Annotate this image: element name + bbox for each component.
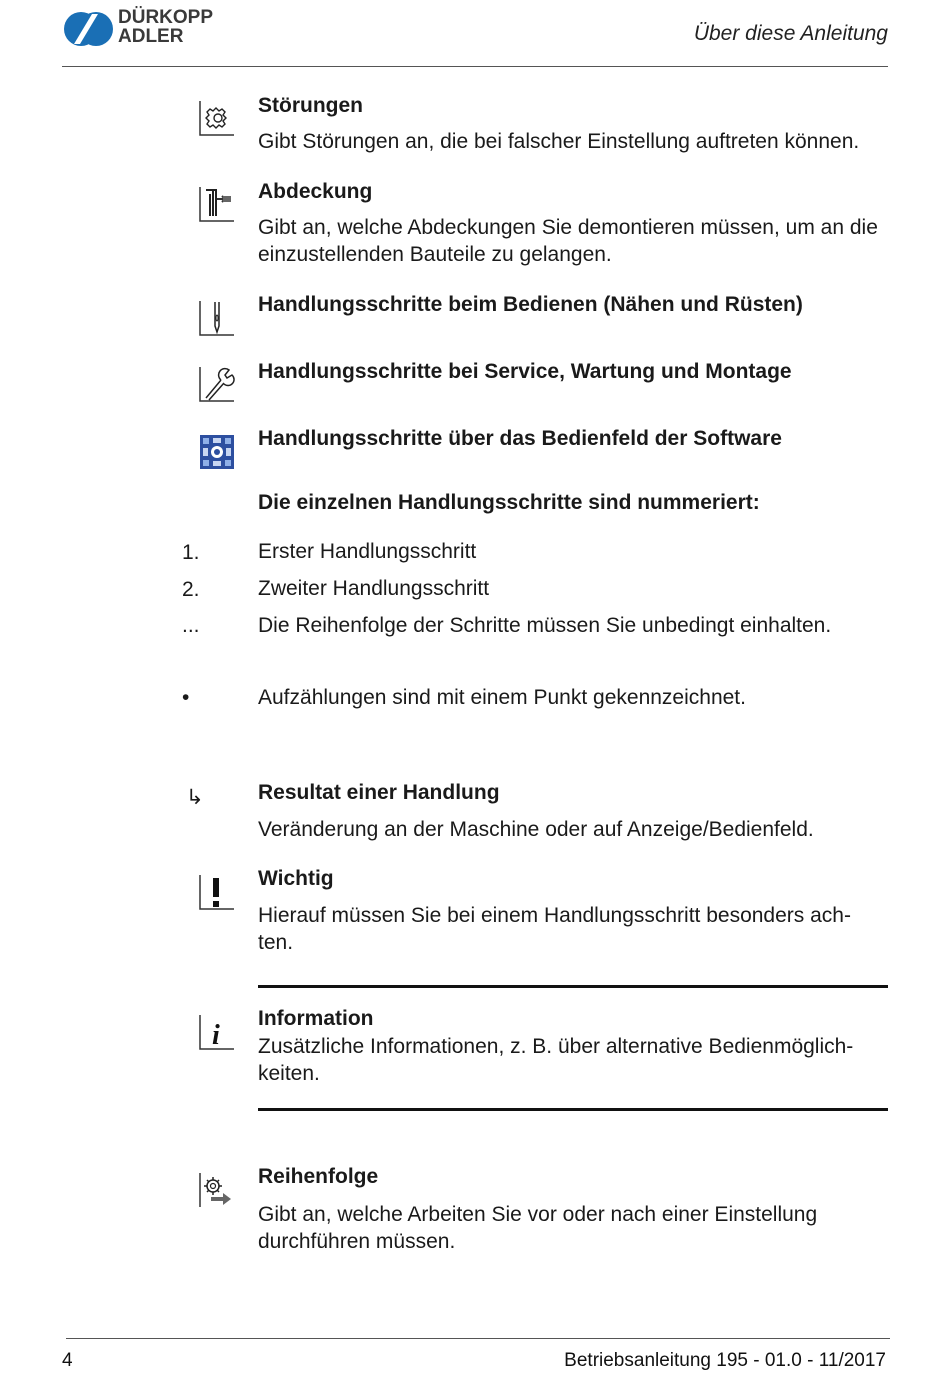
reihenfolge-text: Gibt an, welche Arbeiten Sie vor oder nach einer Einstellung durchführen müssen.	[258, 1203, 818, 1253]
result-arrow-icon: ↳	[186, 786, 204, 809]
brand-name-line1: DÜRKOPP	[118, 7, 214, 28]
brand-name-line2: ADLER	[118, 26, 184, 47]
abdeckung-text: Gibt an, welche Abdeckungen Sie demontieren müssen, um an die einzustellenden Bauteile zu gelangen.	[258, 216, 878, 266]
cover-icon	[199, 186, 235, 222]
step-marker: 1.	[182, 541, 200, 564]
stoerungen-heading: Störungen	[258, 94, 363, 117]
information-heading: Information	[258, 1007, 374, 1030]
wichtig-text	[258, 902, 888, 956]
page-number: 4	[62, 1350, 73, 1371]
wichtig-text-line1: Hierauf müssen Sie bei einem Handlungsschritt besonders ach-	[258, 904, 851, 927]
malfunction-gear-icon	[199, 100, 235, 136]
information-top-rule	[258, 985, 888, 988]
wichtig-text-line2: ten.	[258, 931, 294, 954]
wrench-icon	[199, 366, 235, 402]
step-text: Zweiter Handlungsschritt	[258, 577, 490, 600]
resultat-text: Veränderung an der Maschine oder auf Anzeige/Bedienfeld.	[258, 818, 814, 841]
page-header-title: Über diese Anleitung	[693, 22, 888, 45]
information-icon	[199, 1014, 235, 1050]
footer-divider	[66, 1338, 890, 1339]
needle-icon	[199, 300, 235, 336]
resultat-heading: Resultat einer Handlung	[258, 781, 500, 804]
header-divider	[62, 66, 888, 67]
software-panel-icon	[199, 434, 235, 470]
abdeckung-heading: Abdeckung	[258, 180, 373, 203]
important-exclamation-icon	[199, 874, 235, 910]
bullet-text: Aufzählungen sind mit einem Punkt gekennzeichnet.	[258, 686, 746, 709]
step-text: Die Reihenfolge der Schritte müssen Sie unbedingt einhalten.	[258, 614, 832, 637]
service-heading: Handlungsschritte bei Service, Wartung und Montage	[258, 360, 792, 383]
numbered-steps-heading: Die einzelnen Handlungsschritte sind nummeriert:	[258, 491, 760, 514]
information-text-line2: keiten.	[258, 1062, 320, 1085]
wichtig-heading: Wichtig	[258, 867, 334, 890]
brand-logo	[62, 8, 232, 50]
step-text: Erster Handlungsschritt	[258, 540, 477, 563]
reihenfolge-heading: Reihenfolge	[258, 1165, 379, 1188]
bullet-marker: •	[182, 686, 190, 709]
information-bottom-rule	[258, 1108, 888, 1111]
bedienen-heading: Handlungsschritte beim Bedienen (Nähen und Rüsten)	[258, 293, 803, 316]
step-marker: 2.	[182, 578, 200, 601]
sequence-gear-arrow-icon	[199, 1172, 235, 1208]
document-reference: Betriebsanleitung 195 - 01.0 - 11/2017	[564, 1350, 886, 1371]
software-heading: Handlungsschritte über das Bedienfeld der Software	[258, 427, 782, 450]
logo-mark-icon	[62, 10, 114, 48]
svg-text:i: i	[212, 1020, 220, 1050]
information-text	[258, 1033, 888, 1087]
step-marker: ...	[182, 614, 200, 637]
stoerungen-text: Gibt Störungen an, die bei falscher Einstellung auftreten können.	[258, 130, 860, 153]
information-text-line1: Zusätzliche Informationen, z. B. über alternative Bedienmöglich-	[258, 1035, 854, 1058]
